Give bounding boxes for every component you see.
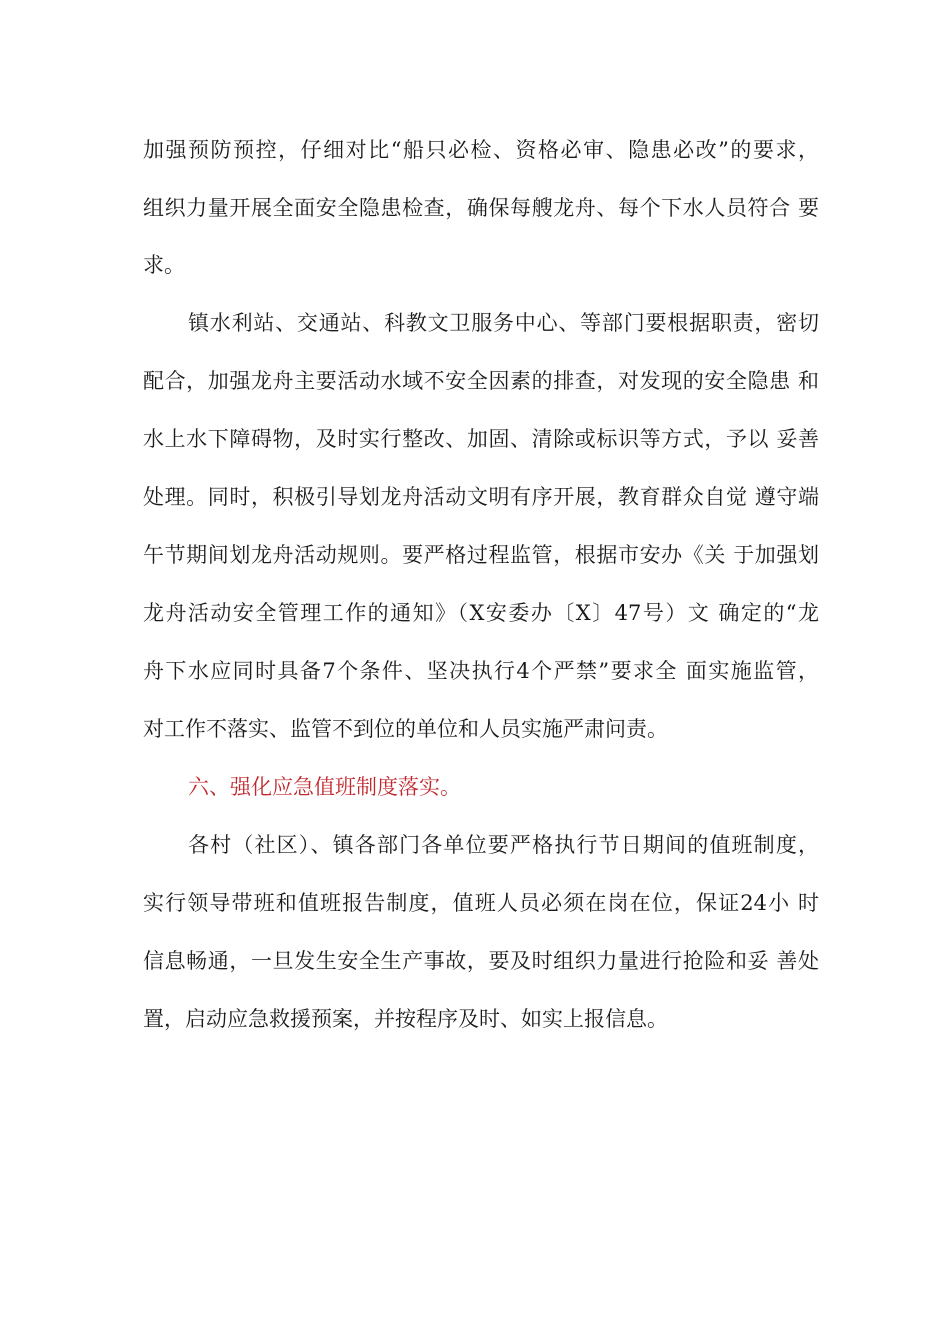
- paragraph-line: 镇水利站、交通站、科教文卫服务中心、等部门要根据职责，密切: [188, 311, 819, 335]
- paragraph-line: 实行领导带班和值班报告制度，值班人员必须在岗在位，保证24小 时: [143, 891, 819, 915]
- paragraph-line: 龙舟活动安全管理工作的通知》（X安委办〔X〕47号）文 确定的“龙: [143, 601, 819, 625]
- paragraph-line: 对工作不落实、监管不到位的单位和人员实施严肃问责。: [143, 717, 668, 741]
- paragraph-line: 求。: [143, 253, 185, 277]
- paragraph-line: 信息畅通，一旦发生安全生产事故，要及时组织力量进行抢险和妥 善处: [143, 949, 819, 973]
- paragraph-line: 配合，加强龙舟主要活动水域不安全因素的排查，对发现的安全隐患 和: [143, 369, 819, 393]
- paragraph-line: 各村（社区）、镇各部门各单位要严格执行节日期间的值班制度，: [188, 833, 819, 857]
- paragraph-line: 处理。同时，积极引导划龙舟活动文明有序开展，教育群众自觉 遵守端: [143, 485, 819, 509]
- paragraph-line: 置，启动应急救援预案，并按程序及时、如实上报信息。: [143, 1007, 668, 1031]
- paragraph-line: 午节期间划龙舟活动规则。要严格过程监管，根据市安办《关 于加强划: [143, 543, 819, 567]
- paragraph-line: 组织力量开展全面安全隐患检查，确保每艘龙舟、每个下水人员符合 要: [143, 196, 819, 220]
- paragraph-line: 加强预防预控，仔细对比“船只必检、资格必审、隐患必改”的要求，: [143, 138, 819, 162]
- paragraph-line: 水上水下障碍物，及时实行整改、加固、清除或标识等方式，予以 妥善: [143, 427, 819, 451]
- section-heading: 六、强化应急值班制度落实。: [188, 775, 461, 799]
- paragraph-line: 舟下水应同时具备7个条件、坚决执行4个严禁”要求全 面实施监管，: [143, 659, 819, 683]
